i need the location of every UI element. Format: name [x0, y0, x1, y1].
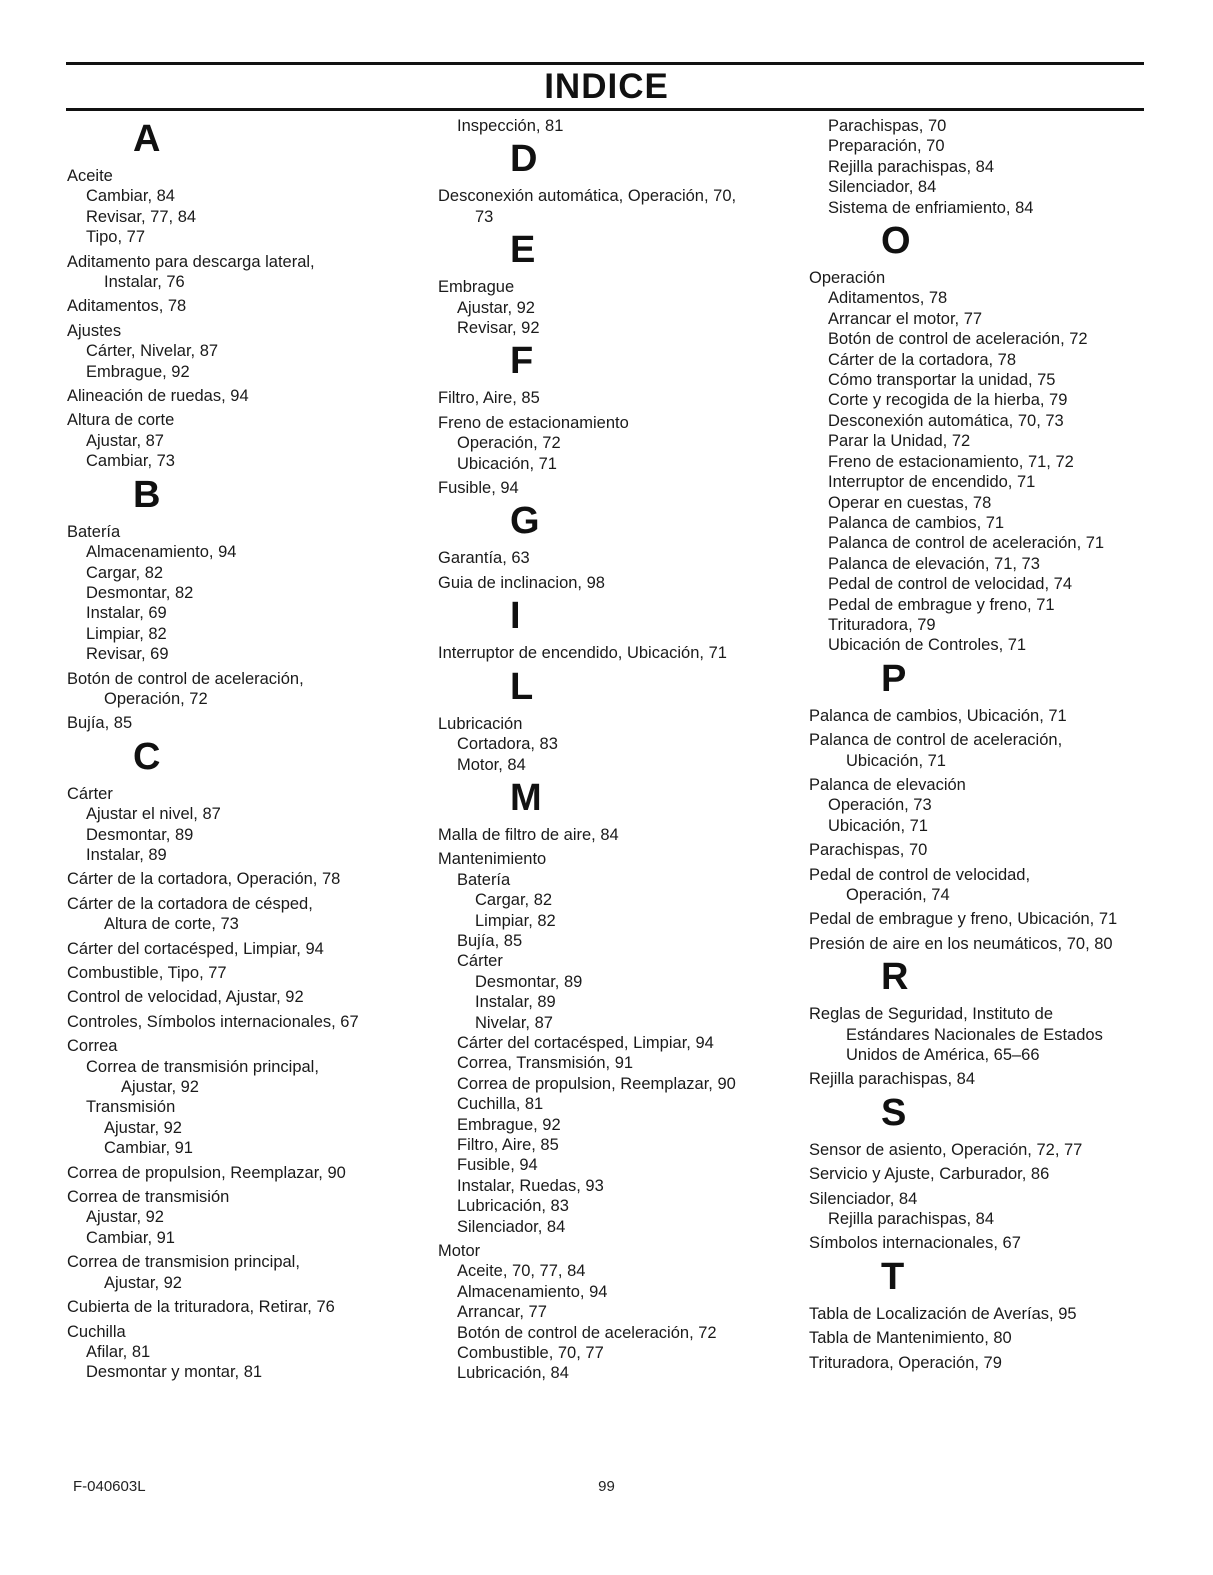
index-entry-text: Palanca de cambios, Ubicación, 71 — [809, 706, 1067, 725]
index-column-3 — [809, 116, 1154, 1373]
section-letter-o: O — [881, 220, 911, 263]
index-entry-text: Correa de propulsion, Reemplazar, 90 — [67, 1163, 346, 1182]
index-entry-text: Cómo transportar la unidad, 75 — [828, 371, 1056, 390]
index-entry-text: Arrancar el motor, 77 — [828, 309, 983, 328]
index-entry — [438, 388, 798, 408]
top-rule — [66, 62, 1144, 65]
index-entry-text: Operar en cuestas, 78 — [828, 493, 992, 512]
index-entry-text: Preparación, 70 — [828, 137, 945, 156]
index-subentry — [809, 177, 1154, 197]
index-entry — [67, 784, 417, 804]
index-entry — [438, 573, 798, 593]
index-entry-text: Cárter de la cortadora, 78 — [828, 350, 1017, 369]
index-entry-text: Bujía, 85 — [457, 931, 523, 950]
index-subentry — [438, 1115, 798, 1135]
index-subentry — [809, 493, 1154, 513]
index-subentry — [438, 1363, 798, 1383]
index-entry-text: Motor — [438, 1242, 481, 1261]
index-entry-text: Cárter — [457, 952, 503, 971]
index-entry-text: Desmontar, 82 — [86, 583, 194, 602]
index-entry-text: Correa de propulsion, Reemplazar, 90 — [457, 1074, 736, 1093]
index-entry — [67, 987, 417, 1007]
index-column-2 — [438, 116, 798, 1384]
index-entry-text: Pedal de embrague y freno, 71 — [828, 595, 1055, 614]
index-entry-text: Servicio y Ajuste, Carburador, 86 — [809, 1165, 1050, 1184]
index-subentry — [438, 931, 798, 951]
index-subentry — [438, 1074, 798, 1094]
index-entry — [67, 963, 417, 983]
index-subentry — [438, 734, 798, 754]
page-number: 99 — [598, 1478, 615, 1495]
index-entry-text: Cortadora, 83 — [457, 735, 558, 754]
index-subentry — [809, 452, 1154, 472]
index-subentry — [67, 1207, 417, 1227]
index-entry-text: Cambiar, 91 — [86, 1228, 175, 1247]
index-subentry — [67, 804, 417, 824]
index-subentry — [438, 911, 798, 931]
index-entry — [67, 252, 417, 293]
index-entry — [67, 410, 417, 430]
index-entry — [809, 840, 1154, 860]
index-entry — [67, 1322, 417, 1342]
index-subentry — [438, 1302, 798, 1322]
index-entry-text: Cargar, 82 — [86, 563, 164, 582]
index-entry-text: Malla de filtro de aire, 84 — [438, 825, 619, 844]
index-entry-continuation: Unidos de América, 65–66 — [846, 1046, 1040, 1065]
index-subentry — [438, 1196, 798, 1216]
index-entry-text: Pedal de embrague y freno, Ubicación, 71 — [809, 910, 1118, 929]
index-entry-text: Palanca de elevación — [809, 775, 966, 794]
index-entry-text: Combustible, Tipo, 77 — [67, 964, 227, 982]
index-entry — [809, 1189, 1154, 1209]
index-subentry — [67, 227, 417, 247]
index-entry-text: Cárter del cortacésped, Limpiar, 94 — [67, 939, 324, 958]
index-subentry — [438, 951, 798, 971]
index-entry — [67, 522, 417, 542]
index-entry — [438, 277, 798, 297]
index-subentry — [809, 157, 1154, 177]
section-letter-f: F — [510, 340, 534, 383]
index-subentry — [438, 1282, 798, 1302]
index-subentry — [809, 513, 1154, 533]
index-entry — [438, 714, 798, 734]
index-entry-text: Aceite — [67, 167, 113, 185]
index-entry-text: Lubricación — [438, 714, 523, 733]
index-entry-text: Control de velocidad, Ajustar, 92 — [67, 988, 304, 1007]
index-entry-text: Presión de aire en los neumáticos, 70, 80 — [809, 934, 1113, 953]
index-entry-text: Interruptor de encendido, Ubicación, 71 — [438, 644, 727, 663]
index-entry-text: Ajustar, 92 — [457, 298, 535, 317]
index-subentry — [809, 116, 1154, 136]
index-entry — [438, 643, 798, 663]
index-entry-text: Sensor de asiento, Operación, 72, 77 — [809, 1140, 1083, 1159]
index-entry — [67, 1252, 417, 1293]
index-entry — [809, 706, 1154, 726]
index-entry-text: Ajustar, 92 — [104, 1118, 182, 1137]
index-entry-text: Revisar, 92 — [457, 319, 540, 338]
section-letter-g: G — [510, 500, 540, 543]
index-entry-text: Aditamentos, 78 — [67, 297, 187, 316]
index-entry-text: Botón de control de aceleración, 72 — [457, 1323, 717, 1342]
index-column-1 — [67, 116, 417, 1383]
index-entry-text: Sistema de enfriamiento, 84 — [828, 198, 1034, 217]
index-subentry — [67, 1228, 417, 1248]
index-entry-text: Afilar, 81 — [86, 1342, 151, 1361]
index-subentry — [809, 472, 1154, 492]
index-entry-text: Almacenamiento, 94 — [457, 1282, 608, 1301]
index-entry-text: Pedal de control de velocidad, — [809, 865, 1031, 884]
index-subentry — [67, 603, 417, 623]
index-subentry — [809, 390, 1154, 410]
index-subentry — [67, 563, 417, 583]
title-underline-rule — [66, 108, 1144, 111]
index-entry — [809, 1328, 1154, 1348]
index-entry — [809, 1353, 1154, 1373]
index-entry-text: Cambiar, 91 — [104, 1139, 193, 1158]
index-entry-text: Cárter de la cortadora, Operación, 78 — [67, 870, 341, 889]
index-entry — [67, 296, 417, 316]
index-subentry — [809, 554, 1154, 574]
index-entry-text: Desconexión automática, Operación, 70, — [438, 187, 737, 206]
index-subentry — [67, 186, 417, 206]
index-entry — [809, 730, 1154, 771]
index-entry-text: Aceite, 70, 77, 84 — [457, 1262, 586, 1281]
index-entry-continuation: 73 — [475, 207, 494, 226]
index-subentry — [67, 583, 417, 603]
index-subentry — [67, 1118, 417, 1138]
section-letter-i: I — [510, 595, 521, 638]
index-entry-text: Aditamentos, 78 — [828, 289, 948, 308]
index-entry — [67, 713, 417, 733]
index-entry-text: Parachispas, 70 — [828, 117, 947, 135]
index-entry-text: Correa de transmisión principal, — [86, 1057, 319, 1076]
index-entry-text: Lubricación, 83 — [457, 1197, 569, 1216]
section-letter-s: S — [881, 1091, 907, 1134]
index-entry-text: Parar la Unidad, 72 — [828, 432, 971, 451]
index-entry-text: Tipo, 77 — [86, 228, 146, 247]
index-subentry — [809, 288, 1154, 308]
index-subentry — [438, 298, 798, 318]
index-entry-text: Mantenimiento — [438, 850, 547, 869]
index-subentry — [809, 574, 1154, 594]
index-entry-text: Cuchilla — [67, 1322, 126, 1341]
index-entry-text: Revisar, 77, 84 — [86, 207, 197, 226]
index-entry-text: Tabla de Localización de Averías, 95 — [809, 1304, 1077, 1323]
index-entry-text: Desmontar, 89 — [475, 972, 583, 991]
index-entry-text: Desmontar, 89 — [86, 825, 194, 844]
index-subentry — [67, 624, 417, 644]
index-entry-continuation: Instalar, 76 — [104, 273, 185, 292]
index-entry — [438, 849, 798, 869]
index-subentry — [67, 1057, 417, 1098]
index-entry-continuation: Estándares Nacionales de Estados — [846, 1025, 1103, 1044]
index-subentry — [438, 1323, 798, 1343]
index-entry-text: Embrague, 92 — [457, 1115, 561, 1134]
index-entry-text: Lubricación, 84 — [457, 1364, 569, 1383]
index-subentry — [438, 116, 798, 136]
index-entry — [438, 825, 798, 845]
index-entry-text: Embrague — [438, 278, 515, 297]
section-letter-d: D — [510, 138, 538, 181]
index-subentry — [438, 454, 798, 474]
index-subentry — [67, 542, 417, 562]
index-subentry — [438, 1053, 798, 1073]
index-entry-text: Transmisión — [86, 1098, 176, 1117]
index-entry — [438, 548, 798, 568]
index-entry — [809, 1140, 1154, 1160]
index-subentry — [809, 795, 1154, 815]
index-subentry — [67, 1342, 417, 1362]
index-entry-text: Filtro, Aire, 85 — [438, 389, 540, 408]
section-letter-m: M — [510, 776, 542, 819]
index-entry-text: Instalar, Ruedas, 93 — [457, 1176, 604, 1195]
index-entry — [67, 321, 417, 341]
index-subentry — [67, 1097, 417, 1117]
index-entry-text: Bujía, 85 — [67, 714, 133, 733]
index-entry-text: Cargar, 82 — [475, 891, 553, 910]
index-subentry — [809, 136, 1154, 156]
index-subentry — [809, 350, 1154, 370]
index-entry — [67, 1036, 417, 1056]
index-entry — [67, 166, 417, 186]
index-entry-text: Cárter del cortacésped, Limpiar, 94 — [457, 1033, 714, 1052]
index-entry-text: Trituradora, 79 — [828, 615, 936, 634]
index-entry-text: Correa de transmisión — [67, 1188, 230, 1207]
index-entry — [809, 1004, 1154, 1065]
index-entry — [67, 1163, 417, 1183]
index-entry-text: Reglas de Seguridad, Instituto de — [809, 1005, 1053, 1024]
index-subentry — [809, 309, 1154, 329]
index-subentry — [809, 595, 1154, 615]
index-entry-text: Desmontar y montar, 81 — [86, 1363, 263, 1382]
section-letter-b: B — [133, 473, 161, 516]
index-subentry — [67, 845, 417, 865]
index-subentry — [438, 1343, 798, 1363]
section-letter-t: T — [881, 1255, 905, 1298]
section-letter-p: P — [881, 657, 907, 700]
index-subentry — [438, 1013, 798, 1033]
index-entry-text: Revisar, 69 — [86, 645, 169, 664]
index-subentry — [438, 1135, 798, 1155]
index-subentry — [438, 1217, 798, 1237]
index-entry-text: Corte y recogida de la hierba, 79 — [828, 391, 1068, 410]
index-subentry — [438, 433, 798, 453]
index-entry — [67, 1012, 417, 1032]
index-entry-text: Operación, 72 — [457, 434, 561, 453]
index-entry-text: Rejilla parachispas, 84 — [828, 1210, 995, 1229]
index-subentry — [67, 1138, 417, 1158]
index-entry-text: Garantía, 63 — [438, 549, 530, 568]
index-subentry — [809, 533, 1154, 553]
index-entry-text: Cuchilla, 81 — [457, 1095, 544, 1114]
index-subentry — [438, 1033, 798, 1053]
index-subentry — [809, 635, 1154, 655]
index-entry — [67, 939, 417, 959]
index-entry-text: Freno de estacionamiento, 71, 72 — [828, 452, 1074, 471]
index-subentry — [67, 644, 417, 664]
index-subentry — [809, 615, 1154, 635]
index-entry-text: Nivelar, 87 — [475, 1013, 553, 1032]
index-entry-text: Palanca de elevación, 71, 73 — [828, 554, 1040, 573]
index-entry-text: Ajustes — [67, 321, 122, 340]
index-entry-text: Operación — [809, 269, 886, 288]
index-entry-text: Interruptor de encendido, 71 — [828, 473, 1036, 492]
index-entry — [809, 1164, 1154, 1184]
index-entry-text: Palanca de control de aceleración, — [809, 731, 1063, 750]
index-entry — [809, 1304, 1154, 1324]
index-entry-continuation: Ajustar, 92 — [121, 1078, 199, 1097]
index-entry-text: Silenciador, 84 — [809, 1189, 918, 1208]
index-entry-text: Guia de inclinacion, 98 — [438, 573, 605, 592]
index-entry-text: Controles, Símbolos internacionales, 67 — [67, 1012, 359, 1031]
index-subentry — [438, 870, 798, 890]
index-subentry — [438, 1155, 798, 1175]
index-entry-text: Cárter — [67, 784, 113, 803]
index-entry — [67, 386, 417, 406]
index-entry — [809, 909, 1154, 929]
index-entry-text: Pedal de control de velocidad, 74 — [828, 575, 1073, 594]
index-entry-text: Fusible, 94 — [438, 479, 519, 498]
index-entry-text: Arrancar, 77 — [457, 1303, 547, 1322]
index-entry-text: Correa de transmision principal, — [67, 1253, 300, 1272]
index-entry-text: Trituradora, Operación, 79 — [809, 1353, 1002, 1372]
index-subentry — [809, 198, 1154, 218]
index-entry-text: Ubicación de Controles, 71 — [828, 636, 1027, 655]
index-entry-text: Limpiar, 82 — [86, 624, 167, 643]
index-subentry — [438, 992, 798, 1012]
index-subentry — [67, 451, 417, 471]
index-entry-text: Embrague, 92 — [86, 362, 190, 381]
index-entry — [67, 869, 417, 889]
index-entry-text: Correa, Transmisión, 91 — [457, 1054, 634, 1073]
index-subentry — [438, 890, 798, 910]
index-subentry — [809, 411, 1154, 431]
index-entry-text: Ubicación, 71 — [457, 454, 557, 473]
index-entry-text: Palanca de control de aceleración, 71 — [828, 534, 1105, 553]
index-entry-text: Ajustar, 92 — [86, 1208, 164, 1227]
index-subentry — [438, 318, 798, 338]
index-entry-text: Instalar, 69 — [86, 604, 167, 623]
index-entry-text: Limpiar, 82 — [475, 911, 556, 930]
index-entry-text: Batería — [67, 522, 121, 541]
section-letter-l: L — [510, 665, 534, 708]
index-entry-text: Correa — [67, 1037, 118, 1056]
index-entry-continuation: Operación, 72 — [104, 689, 208, 708]
page-title: INDICE — [544, 67, 669, 106]
index-entry — [67, 669, 417, 710]
index-entry-text: Altura de corte — [67, 411, 175, 430]
index-entry-text: Alineación de ruedas, 94 — [67, 387, 249, 406]
index-entry-text: Botón de control de aceleración, 72 — [828, 330, 1088, 349]
index-subentry — [438, 1261, 798, 1281]
index-entry-text: Cárter de la cortadora de césped, — [67, 894, 313, 913]
index-subentry — [438, 1176, 798, 1196]
index-entry — [438, 1241, 798, 1261]
index-entry-text: Aditamento para descarga lateral, — [67, 252, 315, 271]
index-subentry — [67, 431, 417, 451]
index-entry — [67, 1297, 417, 1317]
index-entry — [809, 865, 1154, 906]
index-entry — [438, 413, 798, 433]
index-subentry — [67, 341, 417, 361]
index-entry-text: Botón de control de aceleración, — [67, 669, 304, 688]
index-entry-continuation: Operación, 74 — [846, 886, 950, 904]
index-entry-continuation: Altura de corte, 73 — [104, 915, 239, 934]
index-subentry — [809, 816, 1154, 836]
index-entry — [809, 1233, 1154, 1253]
index-entry — [809, 775, 1154, 795]
index-entry-text: Silenciador, 84 — [828, 178, 937, 197]
index-entry-text: Ubicación, 71 — [828, 816, 928, 835]
index-entry-text: Operación, 73 — [828, 796, 932, 815]
index-entry — [809, 934, 1154, 954]
index-entry-text: Freno de estacionamiento — [438, 413, 629, 432]
index-entry-text: Almacenamiento, 94 — [86, 543, 237, 562]
index-entry-text: Tabla de Mantenimiento, 80 — [809, 1329, 1012, 1348]
index-entry-text: Cubierta de la trituradora, Retirar, 76 — [67, 1298, 335, 1317]
index-entry-text: Motor, 84 — [457, 755, 526, 774]
index-subentry — [67, 362, 417, 382]
index-entry-text: Rejilla parachispas, 84 — [809, 1070, 976, 1089]
index-entry-text: Palanca de cambios, 71 — [828, 513, 1005, 532]
index-entry-text: Instalar, 89 — [475, 993, 556, 1012]
index-entry — [809, 268, 1154, 288]
index-entry-text: Parachispas, 70 — [809, 841, 928, 860]
index-entry-text: Ajustar el nivel, 87 — [86, 805, 221, 824]
index-entry-text: Silenciador, 84 — [457, 1217, 566, 1236]
index-subentry — [67, 1362, 417, 1382]
index-subentry — [438, 972, 798, 992]
section-letter-r: R — [881, 956, 909, 999]
document-code: F-040603L — [73, 1478, 146, 1495]
index-entry-text: Combustible, 70, 77 — [457, 1344, 604, 1363]
index-entry-text: Rejilla parachispas, 84 — [828, 157, 995, 176]
index-entry-text: Batería — [457, 870, 511, 889]
index-entry — [809, 1069, 1154, 1089]
index-entry-text: Ajustar, 87 — [86, 431, 164, 450]
index-subentry — [809, 431, 1154, 451]
index-entry-text: Cambiar, 84 — [86, 187, 175, 206]
index-subentry — [67, 825, 417, 845]
index-entry-text: Cárter, Nivelar, 87 — [86, 342, 219, 361]
index-entry-continuation: Ubicación, 71 — [846, 751, 946, 770]
index-entry — [438, 478, 798, 498]
section-letter-c: C — [133, 735, 161, 778]
index-entry-text: Instalar, 89 — [86, 845, 167, 864]
index-entry-text: Inspección, 81 — [457, 117, 564, 135]
index-entry-text: Desconexión automática, 70, 73 — [828, 411, 1064, 430]
index-subentry — [67, 207, 417, 227]
section-letter-a: A — [133, 118, 161, 160]
index-subentry — [809, 329, 1154, 349]
section-letter-e: E — [510, 229, 536, 272]
index-entry-text: Fusible, 94 — [457, 1156, 538, 1175]
index-entry-text: Filtro, Aire, 85 — [457, 1136, 559, 1154]
index-entry — [438, 186, 798, 227]
index-entry-text: Cambiar, 73 — [86, 452, 175, 471]
index-entry — [67, 894, 417, 935]
index-subentry — [809, 1209, 1154, 1229]
index-subentry — [438, 1094, 798, 1114]
index-entry-continuation: Ajustar, 92 — [104, 1273, 182, 1292]
index-entry — [67, 1187, 417, 1207]
index-subentry — [809, 370, 1154, 390]
index-entry-text: Símbolos internacionales, 67 — [809, 1234, 1021, 1253]
index-subentry — [438, 755, 798, 775]
